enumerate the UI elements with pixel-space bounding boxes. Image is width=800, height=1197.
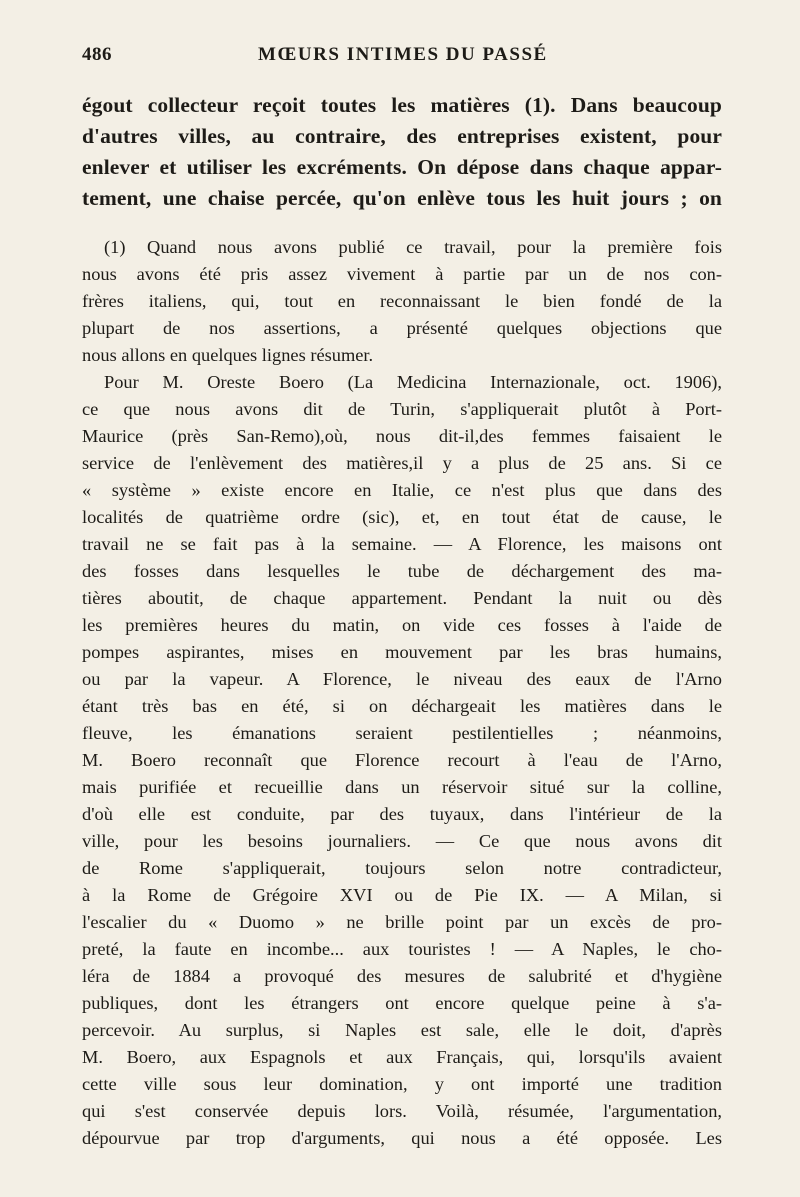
footnote-line: nous allons en quelques lignes résumer. xyxy=(82,345,374,365)
footnote-line: percevoir. Au surplus, si Naples est sale, elle le doit, d'après xyxy=(82,1020,722,1040)
footnote-line: service de l'enlèvement des matières,il y a plus de 25 ans. Si ce xyxy=(82,453,722,473)
footnote-line: léra de 1884 a provoqué des mesures de salubrité et d'hygiène xyxy=(82,966,722,986)
main-text-line: tement, une chaise percée, qu'on enlève tous les huit jours ; on xyxy=(82,186,722,210)
footnote-line: tières aboutit, de chaque appartement. Pendant la nuit ou dès xyxy=(82,588,722,608)
main-text-line: d'autres villes, au contraire, des entreprises existent, pour xyxy=(82,124,722,148)
footnote-line: dépourvue par trop d'arguments, qui nous a été opposée. Les xyxy=(82,1128,722,1148)
footnote-line: ce que nous avons dit de Turin, s'appliquerait plutôt à Port- xyxy=(82,399,722,419)
footnote-line: ou par la vapeur. A Florence, le niveau des eaux de l'Arno xyxy=(82,669,722,689)
footnote-line: plupart de nos assertions, a présenté quelques objections que xyxy=(82,318,722,338)
footnote-line: localités de quatrième ordre (sic), et, en tout état de cause, le xyxy=(82,507,722,527)
running-head xyxy=(82,44,722,74)
footnote-line: d'où elle est conduite, par des tuyaux, dans l'intérieur de la xyxy=(82,804,722,824)
footnote-line: Pour M. Oreste Boero (La Medicina Internazionale, oct. 1906), xyxy=(104,372,722,392)
footnote-line: publiques, dont les étrangers ont encore quelque peine à s'a- xyxy=(82,993,722,1013)
footnote-line: fleuve, les émanations seraient pestilentielles ; néanmoins, xyxy=(82,723,722,743)
footnote-line: qui s'est conservée depuis lors. Voilà, résumée, l'argumentation, xyxy=(82,1101,722,1121)
footnote-line: M. Boero reconnaît que Florence recourt à l'eau de l'Arno, xyxy=(82,750,722,770)
footnote-line: (1) Quand nous avons publié ce travail, pour la première fois xyxy=(104,237,722,257)
running-title: MŒURS INTIMES DU PASSÉ xyxy=(258,44,548,65)
main-text-line: égout collecteur reçoit toutes les matières (1). Dans beaucoup xyxy=(82,93,722,117)
footnote-line: frères italiens, qui, tout en reconnaissant le bien fondé de la xyxy=(82,291,722,311)
footnote-line: cette ville sous leur domination, y ont importé une tradition xyxy=(82,1074,722,1094)
page-number: 486 xyxy=(82,44,112,65)
footnote-line: Maurice (près San-Remo),où, nous dit-il,des femmes faisaient le xyxy=(82,426,722,446)
footnote-line: les premières heures du matin, on vide ces fosses à l'aide de xyxy=(82,615,722,635)
footnote-line: « système » existe encore en Italie, ce n'est plus que dans des xyxy=(82,480,722,500)
footnote-line: M. Boero, aux Espagnols et aux Français, qui, lorsqu'ils avaient xyxy=(82,1047,722,1067)
footnote-line: mais purifiée et recueillie dans un réservoir situé sur la colline, xyxy=(82,777,722,797)
footnote-line: preté, la faute en incombe... aux touristes ! — A Naples, le cho- xyxy=(82,939,722,959)
footnote-line: ville, pour les besoins journaliers. — Ce que nous avons dit xyxy=(82,831,722,851)
footnote-line: nous avons été pris assez vivement à partie par un de nos con- xyxy=(82,264,722,284)
main-text-line: enlever et utiliser les excréments. On dépose dans chaque appar- xyxy=(82,155,722,179)
footnote-line: à la Rome de Grégoire XVI ou de Pie IX. — A Milan, si xyxy=(82,885,722,905)
footnote-line: pompes aspirantes, mises en mouvement par les bras humains, xyxy=(82,642,722,662)
footnote-line: étant très bas en été, si on déchargeait les matières dans le xyxy=(82,696,722,716)
footnote-line: de Rome s'appliquerait, toujours selon notre contradicteur, xyxy=(82,858,722,878)
footnote-line: l'escalier du « Duomo » ne brille point par un excès de pro- xyxy=(82,912,722,932)
footnote-line: travail ne se fait pas à la semaine. — A Florence, les maisons ont xyxy=(82,534,722,554)
footnote-line: des fosses dans lesquelles le tube de déchargement des ma- xyxy=(82,561,722,581)
